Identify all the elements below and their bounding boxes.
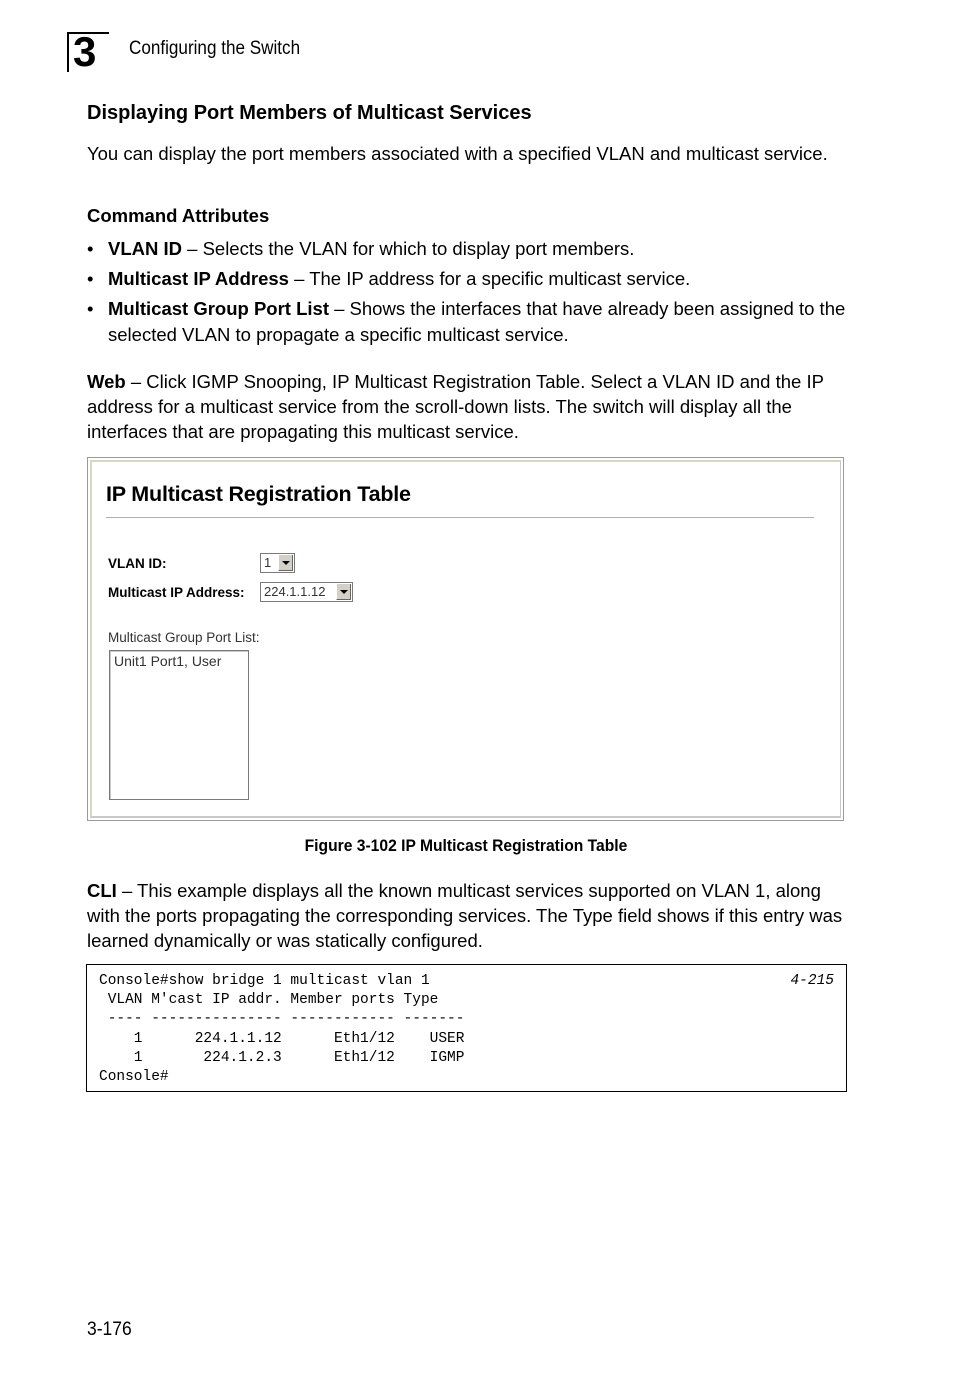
code-line: VLAN M'cast IP addr. Member ports Type (99, 992, 439, 1009)
list-item[interactable]: Unit1 Port1, User (114, 653, 222, 669)
attribute-desc: – Shows the interfaces that have already been assigned to the selected VLAN to propagate a specific multicast service. (108, 298, 846, 345)
vlan-id-label: VLAN ID: (108, 556, 167, 571)
running-head: Configuring the Switch (129, 38, 301, 59)
cli-text: – This example displays all the known multicast services supported on VLAN 1, along with the ports propagating the corresponding services. The Type field shows if this entry was learned dynamically or was statically configured. (87, 880, 843, 951)
intro-paragraph: You can display the port members associated with a specified VLAN and multicast service. (87, 143, 828, 164)
figure-title: IP Multicast Registration Table (106, 482, 411, 506)
cli-paragraph (87, 878, 857, 953)
figure-frame (90, 460, 841, 818)
web-paragraph (87, 369, 857, 444)
port-list-box[interactable] (109, 650, 249, 800)
chapter-marker (67, 28, 109, 75)
screenshot-figure (87, 457, 844, 821)
cli-code (99, 972, 464, 1087)
attribute-term: Multicast Group Port List (108, 298, 329, 319)
multicast-ip-value: 224.1.1.12 (264, 584, 326, 599)
cli-example (86, 964, 847, 1092)
web-text: – Click IGMP Snooping, IP Multicast Registration Table. Select a VLAN ID and the IP address for a multicast service from the scroll-down lists. The switch will display all the interfaces that are propagating this multicast service. (87, 371, 824, 442)
figure-caption: Figure 3-102 IP Multicast Registration Table (304, 836, 628, 855)
attribute-term: Multicast IP Address (108, 268, 289, 289)
web-term: Web (87, 371, 126, 392)
chevron-down-icon[interactable] (278, 555, 293, 571)
list-item: • Multicast IP Address – The IP address for a specific multicast service. (87, 268, 691, 289)
chevron-down-icon[interactable] (336, 584, 351, 600)
code-line: Console# (99, 1069, 169, 1086)
multicast-ip-select[interactable] (260, 582, 353, 602)
attribute-desc: – The IP address for a specific multicast service. (288, 268, 691, 289)
cli-term: CLI (87, 880, 117, 901)
code-line: ---- --------------- ------------ ------- (99, 1011, 465, 1028)
code-line: 1 224.1.2.3 Eth1/12 IGMP (99, 1049, 465, 1066)
attributes-heading: Command Attributes (87, 205, 270, 226)
attribute-list (87, 236, 857, 352)
code-line: 1 224.1.1.12 Eth1/12 USER (99, 1030, 465, 1047)
code-line: Console#show bridge 1 multicast vlan 1 (99, 973, 430, 989)
attribute-desc: – Selects the VLAN for which to display port members. (182, 238, 635, 259)
command-reference: 4-215 (790, 973, 834, 989)
vlan-id-select[interactable] (260, 553, 295, 573)
list-item: • VLAN ID – Selects the VLAN for which to display port members. (87, 238, 635, 259)
chapter-number: 3 (73, 28, 97, 75)
title-divider (106, 517, 814, 518)
page-number: 3-176 (87, 1319, 132, 1340)
vlan-id-value: 1 (264, 555, 272, 570)
port-list-label: Multicast Group Port List: (108, 630, 260, 645)
section-title: Displaying Port Members of Multicast Services (87, 102, 532, 124)
multicast-ip-label: Multicast IP Address: (108, 585, 245, 600)
list-item: • Multicast Group Port List – Shows the interfaces that have already been assigned to the selected VLAN to propagate a specific multicast service. (87, 298, 846, 345)
attribute-term: VLAN ID (108, 238, 182, 259)
